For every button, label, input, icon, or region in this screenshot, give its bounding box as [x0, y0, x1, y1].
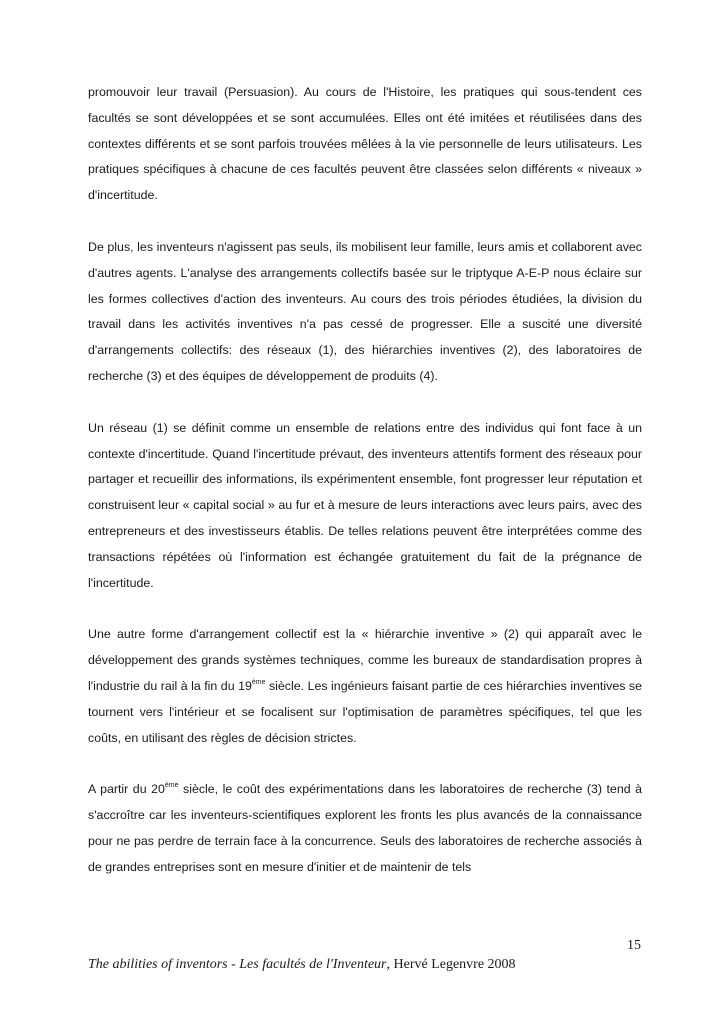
- paragraph-4-end: siècle. Les ingénieurs faisant partie de ces hiérarchies inventives se tournent vers l'intérieur et se focalisent sur l'optimisation de paramètres spécifiques, tel que les coûts, en utilisant des règles de décision strictes.: [88, 678, 642, 745]
- paragraph-2: De plus, les inventeurs n'agissent pas seuls, ils mobilisent leur famille, leurs amis et collaborent avec d'autres agents. L'analyse des arrangements collectifs basée sur le triptyque A-E-P nous éclaire sur les formes collectives d'action des inventeurs. Au cours des trois périodes étudiées, la division du travail dans les activités inventives n'a pas cessé de progresser. Elle a suscité une diversité d'arrangements collectifs: des réseaux (1), des hiérarchies inventives (2), des laboratoires de recherche (3) et des équipes de développement de produits (4).: [88, 239, 642, 383]
- superscript: ème: [251, 678, 266, 686]
- paragraph-1: promouvoir leur travail (Persuasion). Au cours de l'Histoire, les pratiques qui sous-tendent ces facultés se sont développées et se sont accumulées. Elles ont été imitées et réutilisées dans des contextes différents et se sont parfois trouvées mêlées à la vie personnelle de leurs utilisateurs. Les pratiques spécifiques à chacune de ces facultés peuvent être classées selon différents « niveaux » d'incertitude.: [88, 85, 642, 203]
- footer-title: The abilities of inventors - Les facultés de l'Inventeur: [88, 957, 387, 972]
- page-footer: [88, 957, 516, 973]
- body-text: [88, 80, 642, 907]
- page-number: 15: [627, 938, 641, 953]
- paragraph-4: [88, 622, 642, 751]
- paragraph-5-start: A partir du 20: [88, 782, 165, 797]
- paragraph-5: [88, 777, 642, 880]
- paragraph-3: Un réseau (1) se définit comme un ensemble de relations entre des individus qui font face à un contexte d'incertitude. Quand l'incertitude prévaut, des inventeurs attentifs forment des réseaux pour partager et recueillir des informations, ils expérimentent ensemble, font progresser leur réputation et construisent leur « capital social » au fur et à mesure de leurs interactions avec leurs pairs, avec des entrepreneurs et des investisseurs établis. De telles relations peuvent être interprétées comme des transactions répétées où l'information est échangée gratuitement du fait de la prégnance de l'incertitude.: [88, 420, 642, 590]
- footer-author: , Hervé Legenvre 2008: [386, 957, 516, 972]
- paragraph-4-start: Une autre forme d'arrangement collectif est la « hiérarchie inventive » (2) qui apparaît avec le développement des grands systèmes techniques, comme les bureaux de standardisation propres à l'industrie du rail à la fin du 19: [88, 627, 642, 693]
- paragraph-5-end: siècle, le coût des expérimentations dans les laboratoires de recherche (3) tend à s'accroître car les inventeurs-scientifiques explorent les fronts les plus avancés de la connaissance pour ne pas perdre de terrain face à la concurrence. Seuls des laboratoires de recherche associés à de grandes entreprises sont en mesure d'initier et de maintenir de tels: [88, 782, 642, 874]
- superscript: ème: [164, 782, 179, 790]
